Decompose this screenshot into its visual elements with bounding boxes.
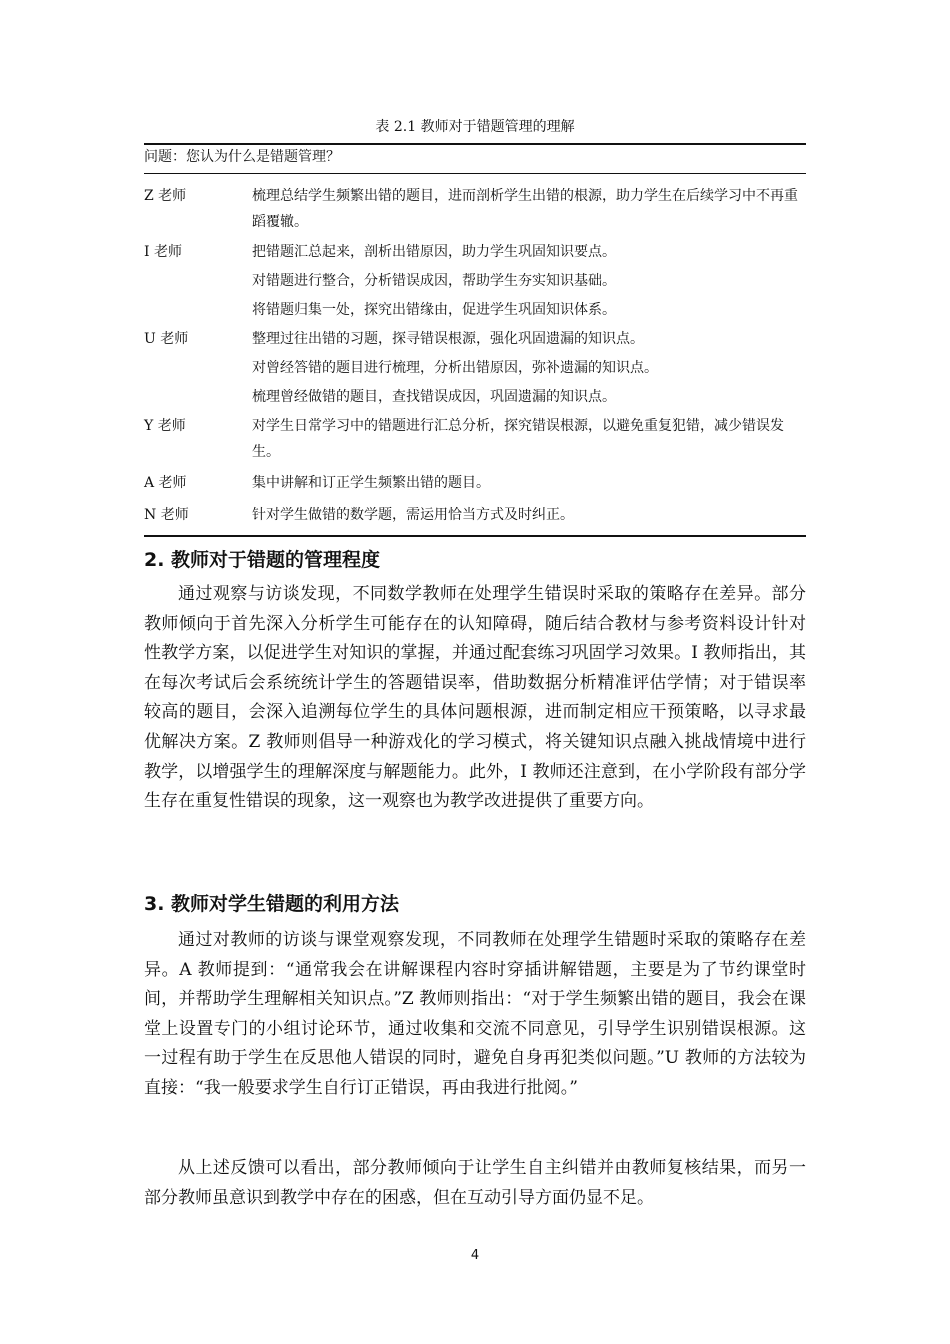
section-heading: 2. 教师对于错题的管理程度: [144, 549, 381, 571]
answer-text: 对曾经答错的题目进行梳理，分析出错原因，弥补遗漏的知识点。: [252, 360, 658, 376]
answer-text: 梳理总结学生频繁出错的题目，进而剖析学生出错的根源，助力学生在后续学习中不再重蹈覆辙。: [252, 188, 798, 230]
table-row: [144, 326, 806, 352]
answer-text: 对错题进行整合，分析错误成因，帮助学生夯实知识基础。: [252, 273, 616, 289]
document-page: [144, 0, 806, 1344]
table-row: [144, 413, 806, 465]
teacher-label: U 老师: [144, 331, 189, 347]
answer-text: 针对学生做错的数学题，需运用恰当方式及时纠正。: [252, 507, 574, 523]
table-row: [144, 502, 806, 528]
table-header-rule: [144, 173, 806, 174]
answer-text: 将错题归集一处，探究出错缘由，促进学生巩固知识体系。: [252, 302, 616, 318]
body-paragraph: 通过对教师的访谈与课堂观察发现，不同教师在处理学生错题时采取的策略存在差异。A 教师提到：“通常我会在讲解课程内容时穿插讲解错题，主要是为了节约课堂时间，并帮助学生理解相关知识点。”Z 教师则指出：“对于学生频繁出错的题目，我会在课堂上设置专门的小组讨论环节，通过收集和交流不同意见，引导学生识别错误根源。这一过程有助于学生在反思他人错误的同时，避免自身再犯类似问题。”U 教师的方法较为直接：“我一般要求学生自行订正错误，再由我进行批阅。”: [144, 930, 806, 1098]
table-top-rule: [144, 143, 806, 145]
answer-text: 集中讲解和订正学生频繁出错的题目。: [252, 475, 490, 491]
answer-text: 整理过往出错的习题，探寻错误根源，强化巩固遗漏的知识点。: [252, 331, 644, 347]
teacher-label: Y 老师: [144, 418, 186, 434]
teacher-label: N 老师: [144, 507, 189, 523]
table-row: [144, 355, 806, 381]
table-row: [144, 239, 806, 265]
table-row: [144, 268, 806, 294]
table-question: 问题：您认为什么是错题管理？: [144, 149, 340, 165]
section-heading: 3. 教师对学生错题的利用方法: [144, 893, 400, 915]
table-row: [144, 183, 806, 235]
teacher-label: Z 老师: [144, 188, 187, 204]
body-paragraph: 从上述反馈可以看出，部分教师倾向于让学生自主纠错并由教师复核结果，而另一部分教师虽意识到教学中存在的困惑，但在互动引导方面仍显不足。: [144, 1158, 806, 1208]
answer-text: 对学生日常学习中的错题进行汇总分析，探究错误根源，以避免重复犯错，减少错误发生。: [252, 418, 784, 460]
table-row: [144, 384, 806, 410]
teacher-label: I 老师: [144, 244, 182, 260]
table-bottom-rule: [144, 535, 806, 537]
page-number: 4: [470, 1248, 480, 1263]
table-caption: 表 2.1 教师对于错题管理的理解: [375, 119, 575, 135]
body-paragraph: 通过观察与访谈发现，不同数学教师在处理学生错误时采取的策略存在差异。部分教师倾向于首先深入分析学生可能存在的认知障碍，随后结合教材与参考资料设计针对性教学方案，以促进学生对知识的掌握，并通过配套练习巩固学习效果。I 教师指出，其在每次考试后会系统统计学生的答题错误率，借助数据分析精准评估学情；对于错误率较高的题目，会深入追溯每位学生的具体问题根源，进而制定相应干预策略，以寻求最优解决方案。Z 教师则倡导一种游戏化的学习模式，将关键知识点融入挑战情境中进行教学，以增强学生的理解深度与解题能力。此外，I 教师还注意到，在小学阶段有部分学生存在重复性错误的现象，这一观察也为教学改进提供了重要方向。: [144, 584, 806, 812]
table-row: [144, 470, 806, 496]
table-row: [144, 297, 806, 323]
answer-text: 把错题汇总起来，剖析出错原因，助力学生巩固知识要点。: [252, 244, 616, 260]
answer-text: 梳理曾经做错的题目，查找错误成因，巩固遗漏的知识点。: [252, 389, 616, 405]
teacher-label: A 老师: [144, 475, 187, 491]
